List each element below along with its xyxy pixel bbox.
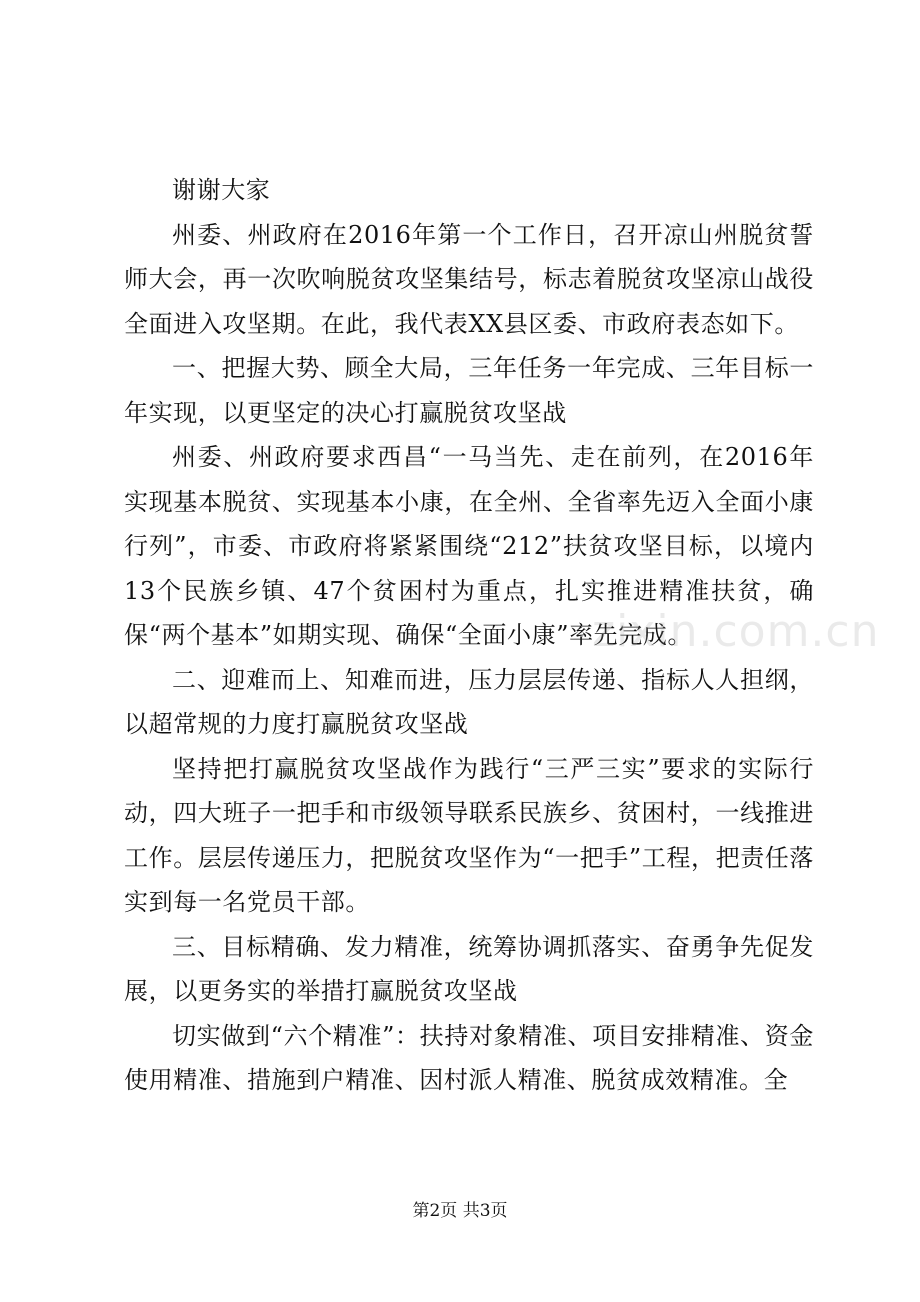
watermark: zixin.com.cn <box>592 606 880 657</box>
paragraph-point-three: 切实做到“六个精准”：扶持对象精准、项目安排精准、资金使用精准、措施到户精准、因村派人精准、脱贫成效精准。全 <box>124 1021 814 1094</box>
paragraph-intro: 州委、州政府在2016年第一个工作日，召开凉山州脱贫誓师大会，再一次吹响脱贫攻坚集结号，标志着脱贫攻坚凉山战役全面进入攻坚期。在此，我代表XX县区委、市政府表态如下。 <box>124 220 814 338</box>
page-footer: 第2页 共3页 <box>412 1201 508 1221</box>
heading-point-two: 二、迎难而上、知难而进，压力层层传递、指标人人担纲，以超常规的力度打赢脱贫攻坚战 <box>124 665 814 738</box>
paragraph-point-two: 坚持把打赢脱贫攻坚战作为践行“三严三实”要求的实际行动，四大班子一把手和市级领导联系民族乡、贫困村，一线推进工作。层层传递压力，把脱贫攻坚作为“一把手”工程，把责任落实到每一名党员干部。 <box>124 754 814 916</box>
paragraph-closing: 谢谢大家 <box>172 176 271 204</box>
paragraph-point-one: 州委、州政府要求西昌“一马当先、走在前列，在2016年实现基本脱贫、实现基本小康，在全州、全省率先迈入全面小康行列”，市委、市政府将紧紧围绕“212”扶贫攻坚目标，以境内13个民族乡镇、47个贫困村为重点，扎实推进精准扶贫，确保“两个基本”如期实现、确保“全面小康”率先完成。 <box>124 443 814 649</box>
heading-point-one: 一、把握大势、顾全大局，三年任务一年完成、三年目标一年实现，以更坚定的决心打赢脱贫攻坚战 <box>124 354 814 427</box>
heading-point-three: 三、目标精确、发力精准，统筹协调抓落实、奋勇争先促发展，以更务实的举措打赢脱贫攻坚战 <box>124 932 814 1005</box>
